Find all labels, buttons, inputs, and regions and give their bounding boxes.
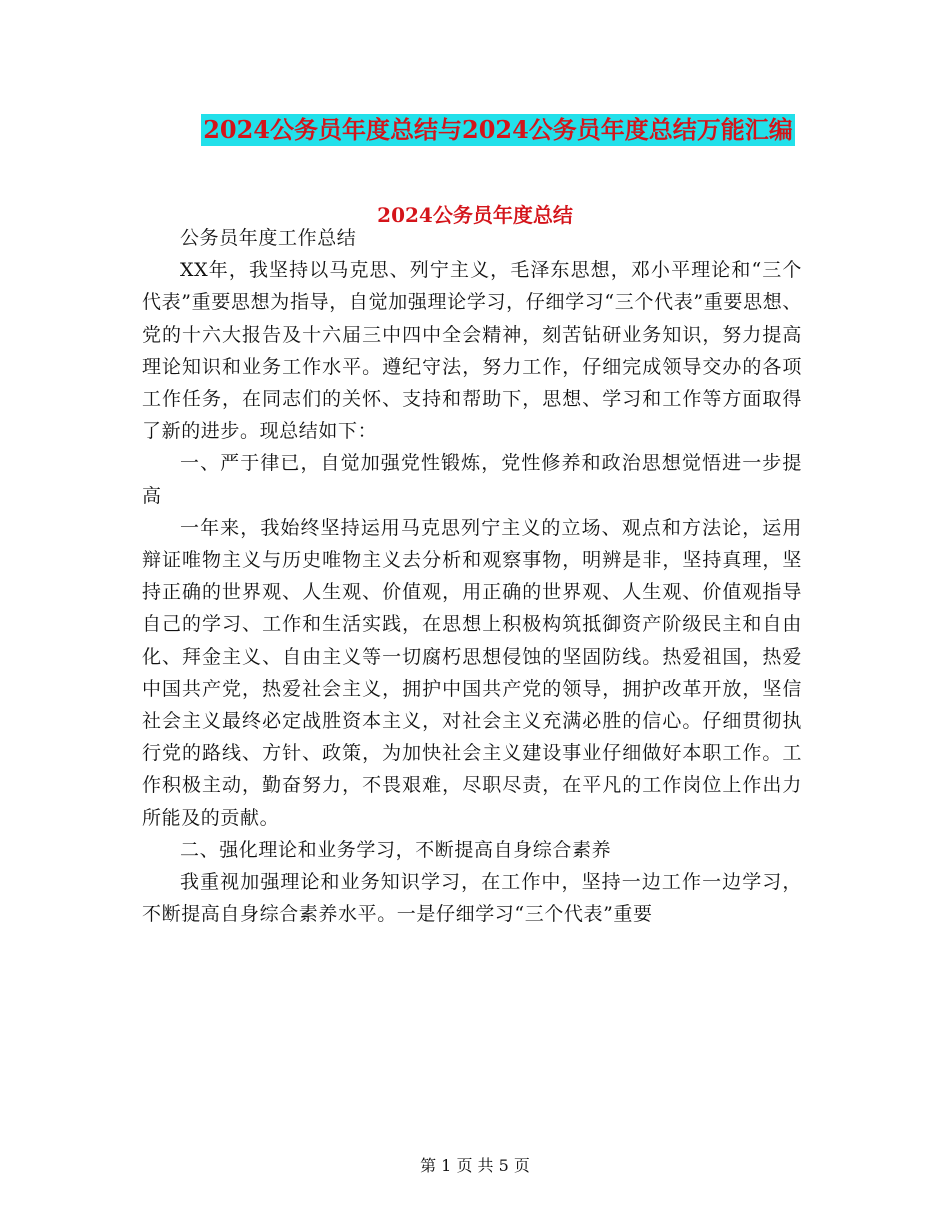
section-title: 2024公务员年度总结 — [377, 203, 573, 227]
paragraph-section-one-body: 一年来，我始终坚持运用马克思列宁主义的立场、观点和方法论，运用辩证唯物主义与历史唯物主义去分析和观察事物，明辨是非，坚持真理，坚持正确的世界观、人生观、价值观，用正确的世界观、人生观、价值观指导自己的学习、工作和生活实践，在思想上积极构筑抵御资产阶级民主和自由化、拜金主义、自由主义等一切腐朽思想侵蚀的坚固防线。热爱祖国，热爱中国共产党，热爱社会主义，拥护中国共产党的领导，拥护改革开放，坚信社会主义最终必定战胜资本主义，对社会主义充满必胜的信心。仔细贯彻执行党的路线、方针、政策，为加快社会主义建设事业仔细做好本职工作。工作积极主动，勤奋努力，不畏艰难，尽职尽责，在平凡的工作岗位上作出力所能及的贡献。 — [142, 516, 802, 829]
paragraph-section-one-heading: 一、严于律已，自觉加强党性锻炼，党性修养和政治思想觉悟进一步提高 — [142, 452, 802, 507]
page-footer: 第 1 页 共 5 页 — [420, 1156, 530, 1175]
paragraph-intro: XX年，我坚持以马克思、列宁主义，毛泽东思想，邓小平理论和“三个代表”重要思想为指导，自觉加强理论学习，仔细学习“三个代表”重要思想、党的十六大报告及十六届三中四中全会精神，刻苦钻研业务知识，努力提高理论知识和业务工作水平。遵纪守法，努力工作，仔细完成领导交办的各项工作任务，在同志们的关怀、支持和帮助下，思想、学习和工作等方面取得了新的进步。现总结如下： — [142, 259, 802, 443]
document-main-title: 2024公务员年度总结与2024公务员年度总结万能汇编 — [203, 115, 793, 144]
title-wrap — [0, 114, 950, 146]
paragraph-section-two-heading: 二、强化理论和业务学习，不断提高自身综合素养 — [180, 838, 612, 861]
paragraph-heading-summary: 公务员年度工作总结 — [180, 227, 357, 249]
document-body-text — [142, 222, 802, 930]
paragraph-section-two-body: 我重视加强理论和业务知识学习，在工作中，坚持一边工作一边学习，不断提高自身综合素养水平。一是仔细学习“三个代表”重要 — [142, 871, 802, 926]
